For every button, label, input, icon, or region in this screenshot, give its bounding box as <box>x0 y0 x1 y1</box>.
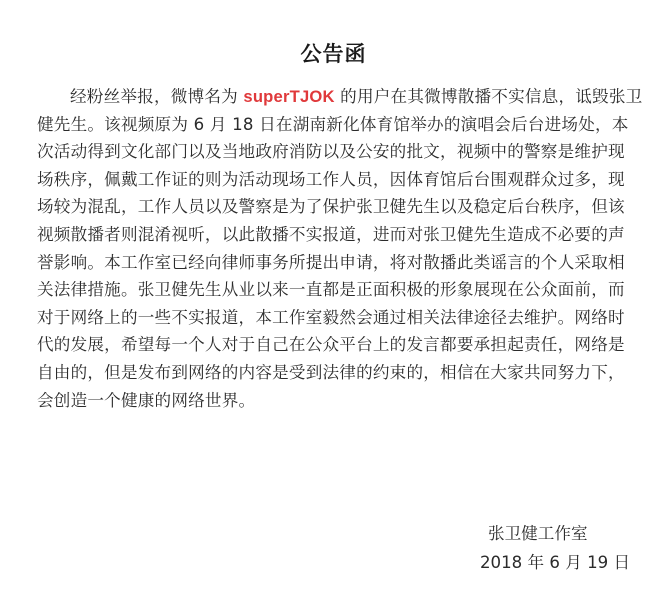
body-line-12: 会创造一个健康的网络世界。 <box>37 390 256 410</box>
body-line-4: 场秩序，佩戴工作证的则为活动现场工作人员，因体育馆后台围观群众过多，现 <box>37 169 625 189</box>
announcement-body <box>37 83 643 414</box>
body-line-5: 场较为混乱，工作人员以及警察是为了保护张卫健先生以及稳定后台秩序，但该 <box>37 197 625 217</box>
document-title: 公告函 <box>300 42 367 66</box>
line-prefix: 经粉丝举报，微博名为 <box>70 87 244 106</box>
body-line-3: 次活动得到文化部门以及当地政府消防以及公安的批文，视频中的警察是维护现 <box>37 142 625 162</box>
body-line-11: 自由的，但是发布到网络的内容是受到法律的约束的，相信在大家共同努力下， <box>37 362 625 382</box>
body-line-7: 誉影响。本工作室已经向律师事务所提出申请，将对散播此类谣言的个人采取相 <box>37 252 625 272</box>
body-line-8: 关法律措施。张卫健先生从业以来一直都是正面积极的形象展现在公众面前，而 <box>37 280 625 300</box>
body-line-6: 视频散播者则混淆视听，以此散播不实报道，进而对张卫健先生造成不必要的声 <box>37 224 625 244</box>
signature-date: 2018 年 6 月 19 日 <box>480 553 631 572</box>
body-line-2: 健先生。该视频原为 6 月 18 日在湖南新化体育馆举办的演唱会后台进场处，本 <box>37 114 629 134</box>
body-line-1 <box>37 83 643 111</box>
body-line-10: 代的发展，希望每一个人对于自己在公众平台上的发言都要承担起责任，网络是 <box>37 335 625 355</box>
signature: 张卫健工作室 <box>488 524 588 543</box>
body-line-9: 对于网络上的一些不实报道，本工作室毅然会通过相关法律途径去维护。网络时 <box>37 307 625 327</box>
line-suffix: 的用户在其微博散播不实信息，诋毁张卫 <box>334 87 643 106</box>
weibo-handle: superTJOK <box>243 87 335 106</box>
